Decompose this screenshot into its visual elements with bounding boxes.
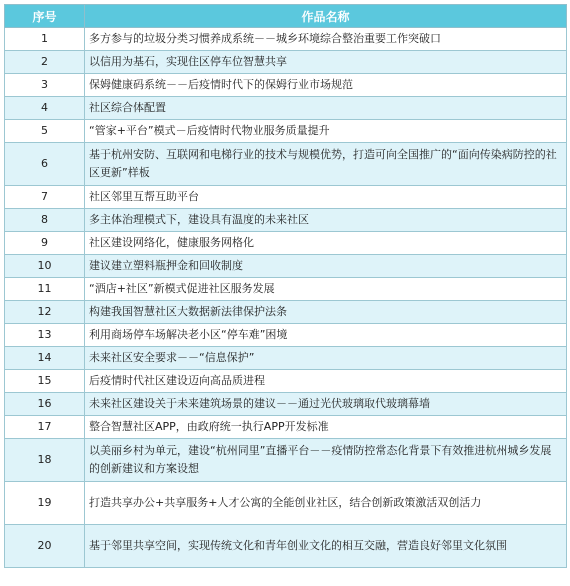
row-title: 整合智慧社区APP，由政府统一执行APP开发标准 xyxy=(85,416,567,439)
row-number: 18 xyxy=(5,439,85,482)
row-number: 11 xyxy=(5,278,85,301)
row-title: 以信用为基石，实现住区停车位智慧共享 xyxy=(85,51,567,74)
row-number: 19 xyxy=(5,482,85,525)
table-row xyxy=(5,28,567,51)
row-title: 构建我国智慧社区大数据新法律保护法条 xyxy=(85,301,567,324)
table-header-row xyxy=(5,5,567,28)
row-title: 利用商场停车场解决老小区“停车难”困境 xyxy=(85,324,567,347)
row-title: 社区综合体配置 xyxy=(85,97,567,120)
row-title: 建议建立塑料瓶押金和回收制度 xyxy=(85,255,567,278)
table-row xyxy=(5,51,567,74)
table-row xyxy=(5,120,567,143)
row-number: 3 xyxy=(5,74,85,97)
row-title: “酒店+社区”新模式促进社区服务发展 xyxy=(85,278,567,301)
row-number: 17 xyxy=(5,416,85,439)
table-row xyxy=(5,209,567,232)
row-title: “管家+平台”模式－后疫情时代物业服务质量提升 xyxy=(85,120,567,143)
works-table-container xyxy=(4,4,566,568)
row-title: 未来社区建设关于未来建筑场景的建议－－通过光伏玻璃取代玻璃幕墙 xyxy=(85,393,567,416)
header-title: 作品名称 xyxy=(85,5,567,28)
row-number: 20 xyxy=(5,525,85,568)
row-number: 13 xyxy=(5,324,85,347)
row-number: 12 xyxy=(5,301,85,324)
table-row xyxy=(5,324,567,347)
row-title: 多主体治理模式下，建设具有温度的未来社区 xyxy=(85,209,567,232)
table-row xyxy=(5,393,567,416)
table-row xyxy=(5,143,567,186)
row-number: 4 xyxy=(5,97,85,120)
row-number: 15 xyxy=(5,370,85,393)
table-row xyxy=(5,97,567,120)
table-row xyxy=(5,439,567,482)
table-row xyxy=(5,74,567,97)
row-number: 1 xyxy=(5,28,85,51)
table-row xyxy=(5,232,567,255)
row-title: 以美丽乡村为单元，建设“杭州同里”直播平台－－疫情防控常态化背景下有效推进杭州城乡发展的创新建议和方案设想 xyxy=(85,439,567,482)
table-row xyxy=(5,186,567,209)
row-title: 未来社区安全要求－－“信息保护” xyxy=(85,347,567,370)
works-table xyxy=(4,4,567,568)
row-number: 16 xyxy=(5,393,85,416)
row-title: 保姆健康码系统－－后疫情时代下的保姆行业市场规范 xyxy=(85,74,567,97)
row-title: 打造共享办公+共享服务+人才公寓的全能创业社区，结合创新政策激活双创活力 xyxy=(85,482,567,525)
row-title: 社区邻里互帮互助平台 xyxy=(85,186,567,209)
table-row xyxy=(5,301,567,324)
row-title: 基于邻里共享空间，实现传统文化和青年创业文化的相互交融，营造良好邻里文化氛围 xyxy=(85,525,567,568)
row-title: 社区建设网络化，健康服务网格化 xyxy=(85,232,567,255)
row-number: 14 xyxy=(5,347,85,370)
row-title: 多方参与的垃圾分类习惯养成系统－－城乡环境综合整治重要工作突破口 xyxy=(85,28,567,51)
row-number: 6 xyxy=(5,143,85,186)
row-number: 9 xyxy=(5,232,85,255)
table-row xyxy=(5,370,567,393)
header-number: 序号 xyxy=(5,5,85,28)
table-row xyxy=(5,416,567,439)
table-row xyxy=(5,347,567,370)
row-title: 后疫情时代社区建设迈向高品质进程 xyxy=(85,370,567,393)
row-number: 7 xyxy=(5,186,85,209)
table-row xyxy=(5,255,567,278)
row-title: 基于杭州安防、互联网和电梯行业的技术与规模优势，打造可向全国推广的“面向传染病防控的社区更新”样板 xyxy=(85,143,567,186)
row-number: 8 xyxy=(5,209,85,232)
row-number: 10 xyxy=(5,255,85,278)
table-row xyxy=(5,525,567,568)
row-number: 2 xyxy=(5,51,85,74)
table-row xyxy=(5,278,567,301)
row-number: 5 xyxy=(5,120,85,143)
table-row xyxy=(5,482,567,525)
